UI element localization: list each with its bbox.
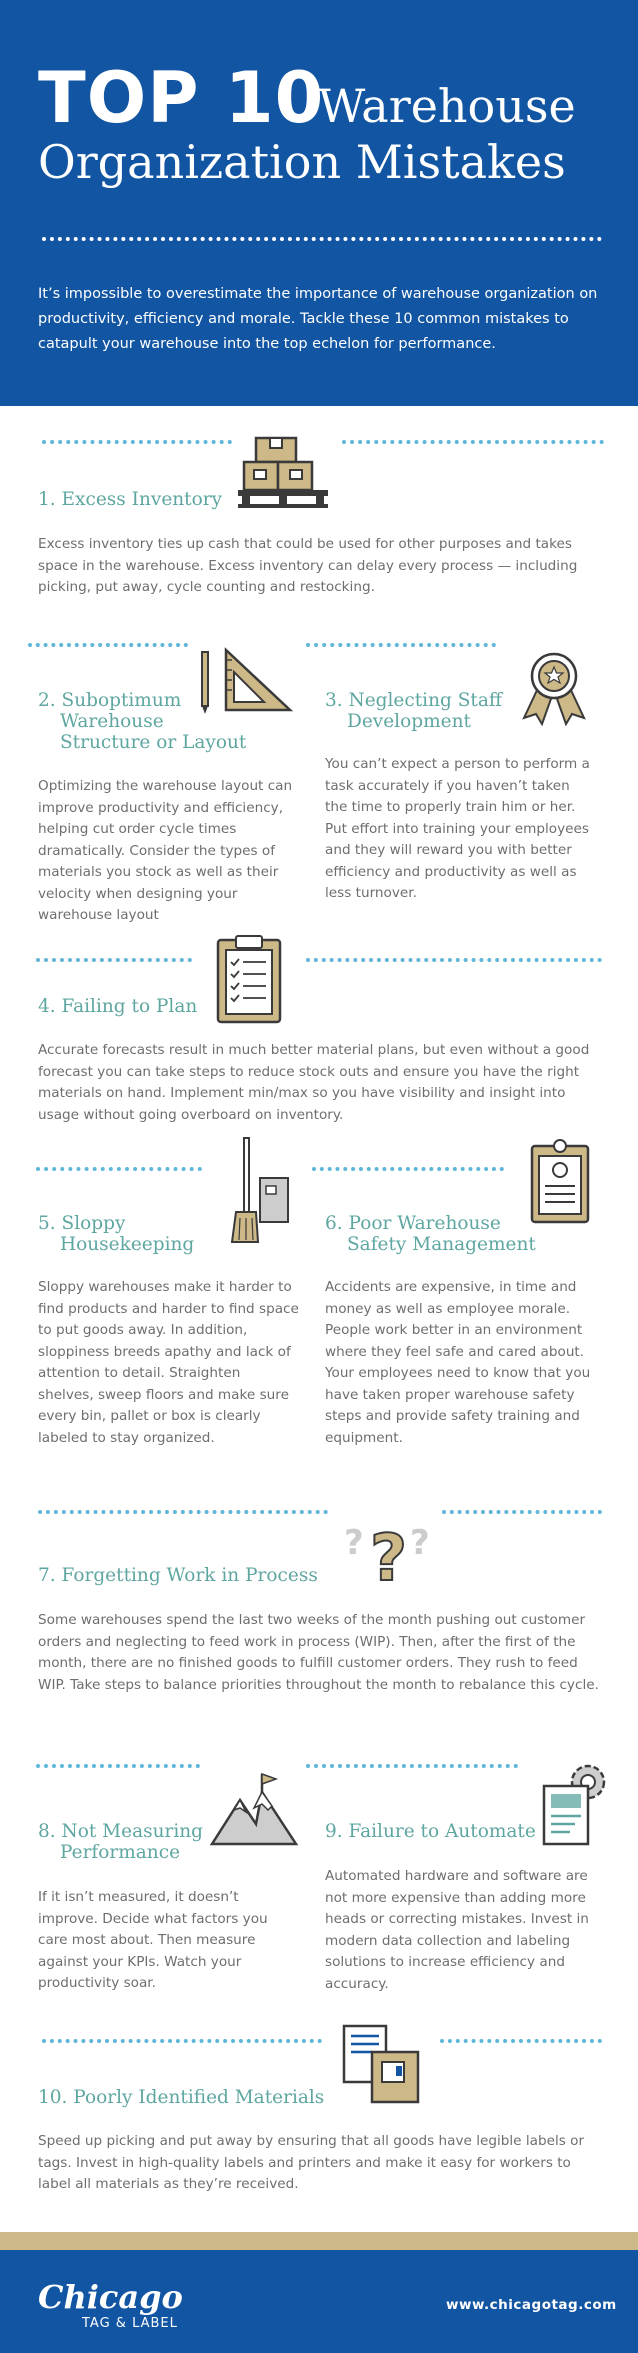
dotted-divider — [36, 958, 192, 962]
section-title-8-line2: Performance — [60, 1842, 181, 1863]
dotted-divider — [342, 440, 604, 444]
section-body-2: Optimizing the warehouse layout can improve productivity and efficiency, helping cut order cycle times dramatically. Consider the types of materials you stock as well as their velocity when designing your warehouse layout — [38, 778, 293, 923]
dotted-divider — [306, 1764, 518, 1768]
section-title-7: 7. Forgetting Work in Process — [38, 1565, 318, 1586]
intro-text: It’s impossible to overestimate the importance of warehouse organization on productivity, efficiency and morale. Tackle these 10 common mistakes to catapult your warehouse into the top echelon for performance. — [38, 286, 598, 352]
automation-gear-icon — [540, 1760, 612, 1848]
dotted-divider — [36, 1167, 202, 1171]
section-title-2-line3: Structure or Layout — [60, 732, 247, 753]
section-body-6: Accidents are expensive, in time and money as well as employee morale. People work better in an environment where they feel safe and cared about. Your employees need to know that you have taken proper warehouse safety steps and provide safety training and equipment. — [325, 1279, 591, 1446]
section-title-8-line1: 8. Not Measuring — [38, 1821, 204, 1842]
svg-text:?: ? — [344, 1523, 364, 1563]
dotted-divider — [440, 2039, 602, 2043]
section-title-10: 10. Poorly Identified Materials — [38, 2087, 325, 2108]
dotted-divider — [42, 2039, 322, 2043]
footer-stripe — [0, 2232, 638, 2250]
pencil-set-square-icon — [196, 648, 296, 714]
svg-text:?: ? — [370, 1522, 408, 1596]
section-body-3: You can’t expect a person to perform a task accurately if you haven’t taken the time to properly train him or her. Put effort into training your employees and they will reward you with better efficiency and productivity as well as less turnover. — [325, 756, 590, 901]
title-line2: Organization Mistakes — [38, 135, 566, 189]
dotted-divider — [306, 958, 602, 962]
section-title-9: 9. Failure to Automate — [325, 1821, 536, 1842]
section-title-5-line1: 5. Sloppy — [38, 1213, 126, 1234]
dotted-divider — [42, 440, 232, 444]
section-body-4: Accurate forecasts result in much better material plans, but even without a good forecast you can take steps to reduce stock outs and ensure you have the right materials on hand. Implement min/max so you have visibility and insight into usage without going overboard on inventory. — [38, 1042, 590, 1123]
dotted-divider — [36, 1764, 200, 1768]
checklist-clipboard-icon — [216, 934, 282, 1024]
dotted-divider — [442, 1510, 602, 1514]
section-title-6-line1: 6. Poor Warehouse — [325, 1213, 501, 1234]
labels-icon — [340, 2022, 422, 2106]
dotted-divider — [38, 1510, 328, 1514]
title-line1: Warehouse — [318, 79, 576, 133]
broom-icon — [230, 1138, 292, 1244]
section-body-5: Sloppy warehouses make it harder to find products and harder to find space to put goods away. In addition, sloppiness breeds apathy and lack of attention to detail. Straighten shelves, sweep floors and make sure every bin, pallet or box is clearly labeled to stay organized. — [38, 1279, 299, 1446]
section-body-1: Excess inventory ties up cash that could be used for other purposes and takes space in the warehouse. Excess inventory can delay every process — including picking, put away, cycle counting and restocking. — [38, 536, 578, 595]
dotted-divider — [312, 1167, 504, 1171]
inventory-boxes-icon — [236, 434, 334, 512]
title-top10: TOP 10 — [38, 57, 325, 139]
dotted-divider — [306, 643, 496, 647]
chicago-tag-logo: Chicago — [38, 2278, 183, 2316]
section-body-7: Some warehouses spend the last two weeks of the month pushing out customer orders and neglecting to feed work in process (WIP). Then, after the first of the month, there are no finished goods to fulfill customer orders. They rush to feed WIP. Take steps to balance priorities throughout the month to rebalance this cycle. — [38, 1612, 599, 1693]
header-dotted-divider — [42, 237, 602, 241]
logo-subtitle: TAG & LABEL — [82, 2316, 178, 2331]
section-title-3-line2: Development — [347, 711, 471, 732]
dotted-divider — [28, 643, 188, 647]
svg-text:?: ? — [410, 1523, 430, 1563]
section-title-6-line2: Safety Management — [347, 1234, 536, 1255]
section-title-3-line1: 3. Neglecting Staff — [325, 690, 503, 711]
award-ribbon-icon — [516, 652, 592, 724]
section-body-9: Automated hardware and software are not more expensive than adding more heads or correcting mistakes. Invest in modern data collection and labeling solutions to increase efficiency and accuracy. — [325, 1868, 589, 1992]
section-body-8: If it isn’t measured, it doesn’t improve. Decide what factors you care most about. Then measure against your KPIs. Watch your productivity soar. — [38, 1889, 268, 1991]
section-title-2-line2: Warehouse — [60, 711, 164, 732]
question-marks-icon — [342, 1512, 432, 1596]
website-link[interactable]: www.chicagotag.com — [446, 2297, 617, 2313]
section-title-4: 4. Failing to Plan — [38, 996, 198, 1017]
section-title-1: 1. Excess Inventory — [38, 489, 223, 510]
mountain-flag-icon — [210, 1772, 298, 1846]
section-title-5-line2: Housekeeping — [60, 1234, 195, 1255]
safety-clipboard-icon — [530, 1138, 590, 1224]
section-body-10: Speed up picking and put away by ensuring that all goods have legible labels or tags. Invest in high-quality labels and printers and make it easy for workers to label all materials as they’re received. — [38, 2133, 585, 2192]
section-title-2-line1: 2. Suboptimum — [38, 690, 182, 711]
